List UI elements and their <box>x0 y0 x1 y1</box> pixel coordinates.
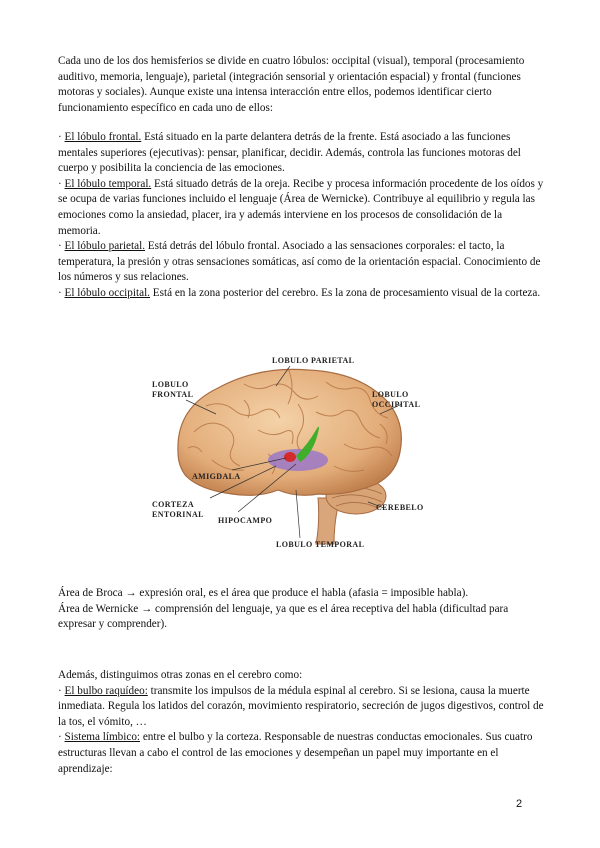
lobe-item-parietal: · El lóbulo parietal. Está detrás del lóbulo frontal. Asociado a las sensaciones corporales: el tacto, la temperatura, la presión y otras sensaciones somáticas, así como de la orientación espacial. Conocimiento de los números y sus relaciones. <box>58 240 541 284</box>
intro-paragraph <box>58 54 546 116</box>
other-item-limbico: · Sistema límbico: entre el bulbo y la corteza. Responsable de nuestras conductas emocionales. Sus cuatro estructuras llevan a cabo el control de las emociones y desempeñan un papel muy importante en el aprendizaje: <box>58 731 533 775</box>
other-zones-intro: Además, distinguimos otras zonas en el cerebro como: <box>58 669 303 681</box>
label-occipital-2: OCCIPITAL <box>372 400 421 409</box>
label-frontal-1: LOBULO <box>152 380 189 389</box>
lobe-term: El lóbulo temporal. <box>64 177 152 190</box>
lobe-item-frontal: · El lóbulo frontal. Está situado en la parte delantera detrás de la frente. Está asociado a las funciones mentales superiores (ejecutivas): pensar, planificar, decidir. Además, controla las funciones motoras del cuerpo y posibilita la conciencia de las emociones. <box>58 131 521 175</box>
area-wernicke: Área de Wernicke → comprensión del lenguaje, ya que es el área receptiva del habla (dificultad para expresar y comprender). <box>58 602 509 631</box>
label-amigdala: AMIGDALA <box>192 472 241 481</box>
amygdala-shape <box>284 452 296 462</box>
page-number: 2 <box>516 798 523 810</box>
label-temporal: LOBULO TEMPORAL <box>276 540 365 549</box>
label-frontal-2: FRONTAL <box>152 390 194 399</box>
other-term: El bulbo raquídeo: <box>64 684 148 697</box>
areas-section <box>58 586 546 633</box>
label-hipocampo: HIPOCAMPO <box>218 516 273 525</box>
lobe-term: El lóbulo parietal. <box>64 240 145 253</box>
lobe-term: El lóbulo occipital. <box>64 286 150 299</box>
other-term: Sistema límbico: <box>64 731 141 744</box>
label-cerebelo: CEREBELO <box>376 503 424 512</box>
label-corteza-1: CORTEZA <box>152 500 195 509</box>
intro-text: Cada uno de los dos hemisferios se divide en cuatro lóbulos: occipital (visual), temporal (procesamiento auditivo, memoria, lenguaje), parietal (integración sensorial y orientación espacial) y frontal (funciones motoras y sociales). Aunque existe una intensa interacción entre ellos, podemos identificar cierto funcionamiento específico en cada uno de ellos: <box>58 55 525 114</box>
lobe-item-occipital: · El lóbulo occipital. Está en la zona posterior del cerebro. Es la zona de procesamiento visual de la corteza. <box>58 286 541 299</box>
label-occipital-1: LOBULO <box>372 390 409 399</box>
lobes-list <box>58 130 546 302</box>
brain-illustration <box>148 348 448 560</box>
brain-figure <box>148 348 448 560</box>
lobe-term: El lóbulo frontal. <box>64 131 142 143</box>
lobe-item-temporal: · El lóbulo temporal. Está situado detrás de la oreja. Recibe y procesa información procedente de los oídos y se ocupa de varias funciones incluido el lenguaje (Área de Wernicke). Contribuye al equilibrio y regula las emociones como la ansiedad, placer, ira y además interviene en los procesos de consolidación de la memoria. <box>58 177 544 237</box>
label-corteza-2: ENTORINAL <box>152 510 204 519</box>
area-broca: Área de Broca → expresión oral, es el área que produce el habla (afasia = imposible habla). <box>58 587 469 599</box>
other-zones-section <box>58 668 546 777</box>
label-parietal: LOBULO PARIETAL <box>272 356 355 365</box>
other-item-bulbo: · El bulbo raquídeo: transmite los impulsos de la médula espinal al cerebro. Si se lesiona, causa la muerte inmediata. Regula los latidos del corazón, movimiento respiratorio, secreción de jugos digestivos, control de la tos, el vómito, … <box>58 684 544 728</box>
